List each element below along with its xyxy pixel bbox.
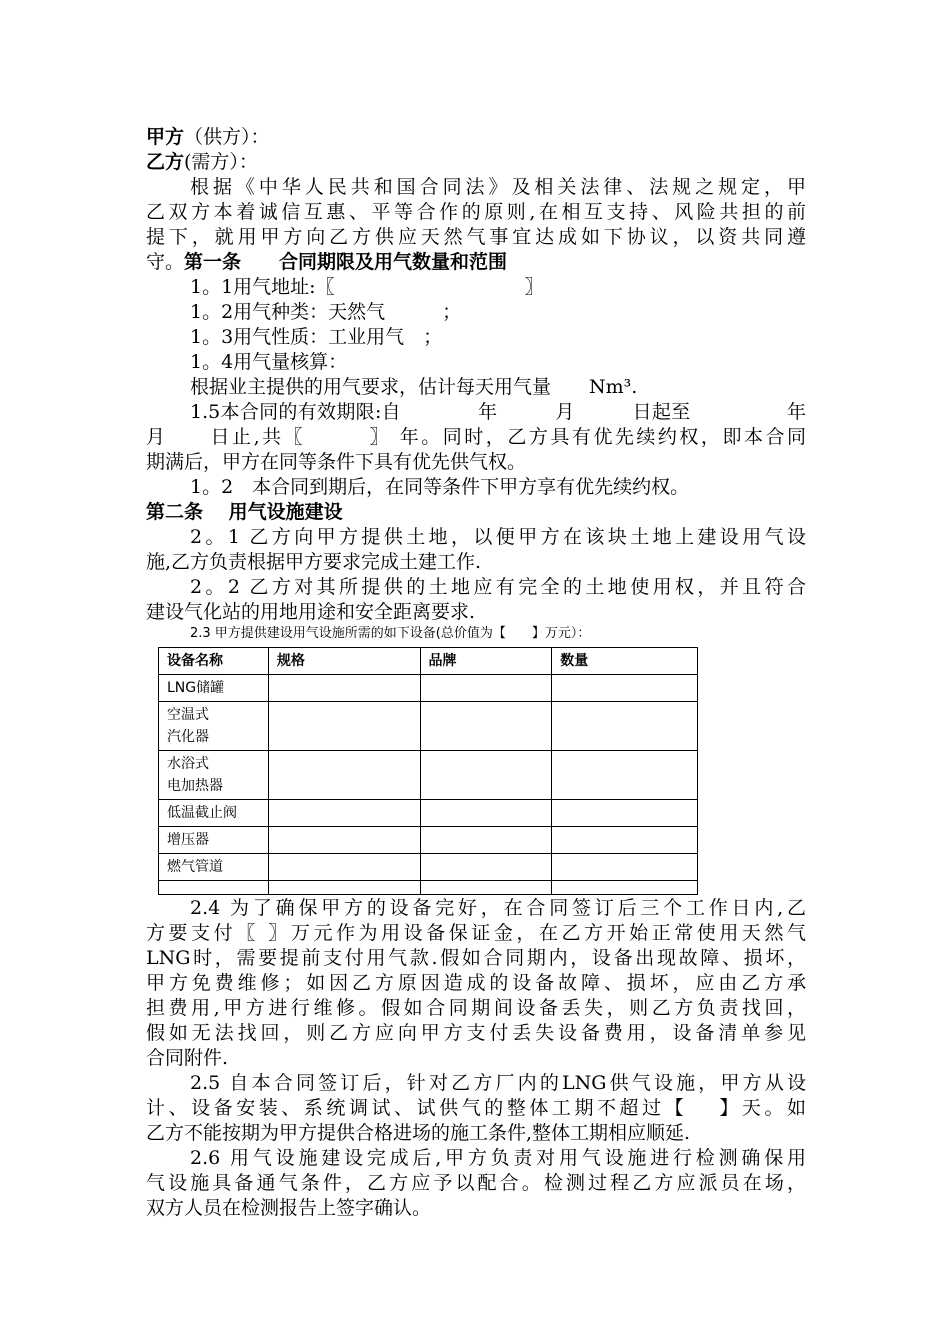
table-cell (268, 827, 420, 854)
table-header: 数量 (552, 648, 698, 675)
validity-line: 1.5本合同的有效期限:自 年 月 日起至 年 (190, 401, 806, 423)
table-cell (268, 675, 420, 702)
clause-2-5-end: 乙方不能按期为甲方提供合格进场的施工条件,整体工期相应顺延. (146, 1122, 691, 1144)
article1-item: 根据业主提供的用气要求，估计每天用气量 Nm³. (190, 376, 638, 398)
clause-2-4: 甲方免费维修；如因乙方原因造成的设备故障、损坏，应由乙方承 (146, 972, 806, 994)
table-cell (420, 827, 552, 854)
equipment-name: 燃气管道 (159, 854, 269, 881)
clause-2-5: 2.5 自本合同签订后，针对乙方厂内的LNG供气设施，甲方从设 (190, 1072, 806, 1094)
clause-2-2: 建设气化站的用地用途和安全距离要求. (146, 601, 476, 623)
equipment-name: LNG储罐 (159, 675, 269, 702)
article1-title: 第一条 合同期限及用气数量和范围 (184, 251, 508, 273)
party-a-label: 甲方 (146, 126, 185, 148)
table-header: 品牌 (420, 648, 552, 675)
clause-2-4: LNG时，需要提前支付用气款.假如合同期内，设备出现故障、损坏， (146, 947, 806, 969)
table-row (159, 702, 698, 751)
clause-2-5: 计、设备安装、系统调试、试供气的整体工期不超过【 】天。如 (146, 1097, 806, 1119)
validity-line: 月 日止,共〖 〗 年。同时，乙方具有优先续约权，即本合同 (146, 426, 806, 448)
table-row (159, 751, 698, 800)
table-cell (552, 854, 698, 881)
clause-2-3-caption: 2.3 甲方提供建设用气设施所需的如下设备(总价值为【 】万元）： (190, 626, 591, 641)
table-header: 规格 (268, 648, 420, 675)
table-cell (552, 800, 698, 827)
table-row (159, 827, 698, 854)
article1-item: 1。3用气性质：工业用气 ； (190, 326, 443, 348)
preamble-end-line (146, 250, 507, 275)
table-row (159, 881, 698, 895)
party-a-suffix: （供方）： (184, 126, 270, 148)
clause-2-6: 2.6 用气设施建设完成后,甲方负责对用气设施进行检测确保用 (190, 1147, 806, 1169)
table-cell (268, 751, 420, 800)
party-a-line (146, 125, 270, 150)
table-cell (552, 751, 698, 800)
table-header-row (159, 648, 698, 675)
table-cell (268, 854, 420, 881)
preamble-end: 守。 (146, 251, 185, 273)
table-cell (420, 881, 552, 895)
clause-2-1: 2。1 乙方向甲方提供土地，以便甲方在该块土地上建设用气设 (190, 526, 806, 548)
preamble-line: 提下，就用甲方向乙方供应天然气事宜达成如下协议，以资共同遵 (146, 226, 806, 248)
clause-2-4: 方要支付〖 〗万元作为用设备保证金，在乙方开始正常使用天然气 (146, 922, 806, 944)
equipment-name: 空温式 汽化器 (159, 702, 269, 751)
party-b-label: 乙方 (146, 151, 185, 173)
clause-2-4: 2.4 为了确保甲方的设备完好，在合同签订后三个工作日内,乙 (190, 897, 806, 919)
table-cell (420, 751, 552, 800)
table-cell (420, 702, 552, 751)
table-row (159, 800, 698, 827)
table-header: 设备名称 (159, 648, 269, 675)
clause-2-4: 假如无法找回，则乙方应向甲方支付丢失设备费用，设备清单参见 (146, 1022, 806, 1044)
table-cell (268, 800, 420, 827)
table-cell (552, 881, 698, 895)
preamble-line: 根据《中华人民共和国合同法》及相关法律、法规之规定，甲 (190, 176, 806, 198)
preamble-line: 乙双方本着诚信互惠、平等合作的原则,在相互支持、风险共担的前 (146, 201, 806, 223)
equipment-table (158, 647, 698, 895)
article1-item: 1。1用气地址:〖 〗 (190, 276, 544, 298)
equipment-name: 低温截止阀 (159, 800, 269, 827)
party-b-line (146, 150, 258, 175)
table-cell (420, 800, 552, 827)
equipment-name (159, 881, 269, 895)
table-cell (420, 675, 552, 702)
clause-2-1: 施,乙方负责根据甲方要求完成土建工作. (146, 551, 482, 573)
clause-2-4-end: 合同附件. (146, 1047, 229, 1069)
equipment-name: 水浴式 电加热器 (159, 751, 269, 800)
clause-2-4: 担费用,甲方进行维修。假如合同期间设备丢失，则乙方负责找回， (146, 997, 806, 1019)
clause-2-6-end: 双方人员在检测报告上签字确认。 (146, 1197, 432, 1219)
validity-line: 期满后，甲方在同等条件下具有优先供气权。 (146, 451, 527, 473)
table-cell (268, 702, 420, 751)
clause-2-2: 2。2 乙方对其所提供的土地应有完全的土地使用权，并且符合 (190, 576, 806, 598)
equipment-name: 增压器 (159, 827, 269, 854)
article1-item: 1。4用气量核算： (190, 351, 348, 373)
table-row (159, 854, 698, 881)
article1-item: 1。2用气种类：天然气 ； (190, 301, 462, 323)
clause-2-6: 气设施具备通气条件，乙方应予以配合。检测过程乙方应派员在场， (146, 1172, 806, 1194)
table-cell (268, 881, 420, 895)
table-cell (420, 854, 552, 881)
article2-title: 第二条 用气设施建设 (146, 501, 343, 523)
table-cell (552, 827, 698, 854)
table-row (159, 675, 698, 702)
renewal-line: 1。2 本合同到期后，在同等条件下甲方享有优先续约权。 (190, 476, 690, 498)
party-b-suffix: (需方）： (184, 151, 258, 173)
table-cell (552, 675, 698, 702)
table-cell (552, 702, 698, 751)
